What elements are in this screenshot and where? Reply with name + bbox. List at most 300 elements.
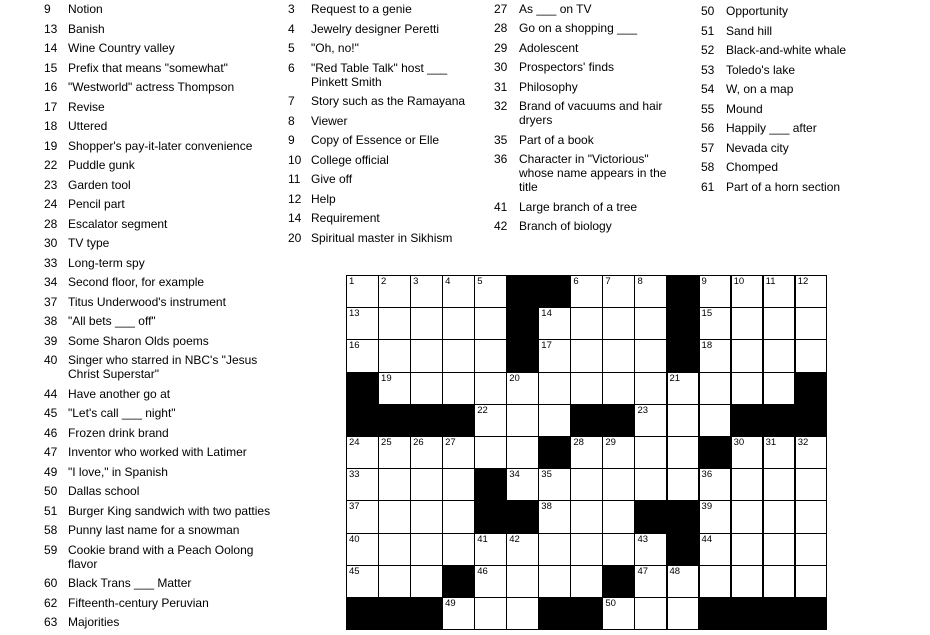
cell-number: 26 [413, 437, 424, 448]
grid-cell[interactable] [570, 275, 603, 308]
cell-number: 22 [477, 404, 488, 416]
cell-number: 31 [765, 437, 777, 448]
clue-text: Happily ___ after [726, 121, 817, 135]
grid-cell[interactable] [506, 468, 539, 501]
down-clues-column-1 [288, 2, 466, 250]
clue-number: 32 [494, 99, 508, 113]
grid-block [667, 533, 700, 566]
clue-text: "All bets ___ off" [68, 314, 156, 328]
clue-item [44, 41, 276, 55]
crossword-grid [346, 275, 827, 627]
grid-cell[interactable] [378, 500, 411, 533]
grid-cell[interactable] [346, 533, 379, 566]
clue-text: W, on a map [726, 82, 794, 96]
cell-number: 27 [445, 437, 456, 448]
grid-cell[interactable] [731, 339, 764, 372]
clue-item [44, 22, 276, 36]
clue-text: Banish [68, 21, 105, 36]
clue-text: Spiritual master in Sikhism [311, 230, 453, 245]
grid-cell[interactable] [795, 533, 828, 566]
clue-text: Adolescent [519, 40, 579, 55]
grid-cell[interactable] [763, 275, 796, 308]
grid-cell[interactable] [378, 307, 411, 340]
cell-number: 30 [733, 437, 745, 448]
grid-cell[interactable] [602, 307, 635, 340]
grid-cell[interactable] [634, 597, 667, 630]
grid-cell[interactable] [795, 275, 828, 308]
clue-text: Black Trans ___ Matter [68, 576, 192, 590]
grid-cell[interactable] [442, 339, 475, 372]
clue-text: Uttered [68, 119, 108, 133]
clue-number: 27 [494, 1, 508, 16]
grid-cell[interactable] [410, 565, 443, 598]
clue-number: 57 [701, 140, 715, 155]
grid-cell[interactable] [506, 533, 539, 566]
clue-item [44, 314, 276, 328]
grid-cell[interactable] [570, 339, 603, 372]
grid-cell[interactable] [474, 339, 507, 372]
grid-cell[interactable] [442, 436, 475, 469]
grid-block [442, 404, 475, 437]
grid-cell[interactable] [346, 500, 379, 533]
grid-cell[interactable] [699, 500, 732, 533]
grid-cell[interactable] [442, 275, 475, 308]
clue-item [44, 197, 276, 211]
clue-text: Shopper's pay-it-later convenience [68, 138, 253, 153]
clue-text: "Let's call ___ night" [68, 406, 176, 420]
grid-block [346, 372, 379, 405]
grid-cell[interactable] [506, 597, 539, 630]
cell-number: 38 [541, 501, 552, 513]
clue-text: "I love," in Spanish [68, 464, 168, 479]
grid-cell[interactable] [795, 565, 828, 598]
clue-number: 35 [494, 132, 508, 147]
clue-text: Prefix that means "somewhat" [68, 60, 228, 75]
clue-text: Singer who starred in NBC's "Jesus Christ Superstar" [68, 353, 258, 381]
cell-number: 3 [413, 276, 419, 287]
grid-cell[interactable] [763, 436, 796, 469]
grid-cell[interactable] [731, 468, 764, 501]
cell-number: 47 [637, 565, 649, 577]
clue-number: 40 [44, 353, 58, 367]
grid-cell[interactable] [442, 307, 475, 340]
grid-cell[interactable] [795, 500, 828, 533]
grid-cell[interactable] [346, 565, 379, 598]
grid-cell[interactable] [602, 339, 635, 372]
grid-cell[interactable] [570, 565, 603, 598]
clue-text: Puddle gunk [68, 158, 135, 172]
grid-block [634, 500, 667, 533]
grid-cell[interactable] [346, 339, 379, 372]
grid-block [378, 597, 411, 630]
grid-cell[interactable] [699, 565, 732, 598]
grid-block [699, 436, 732, 469]
grid-cell[interactable] [602, 372, 635, 405]
grid-cell[interactable] [763, 468, 796, 501]
clue-text: "Red Table Talk" host ___ Pinkett Smith [311, 60, 448, 89]
clue-number: 63 [44, 615, 58, 629]
cell-number: 16 [349, 340, 360, 352]
clue-number: 8 [288, 113, 295, 128]
grid-cell[interactable] [474, 565, 507, 598]
clue-text: Garden tool [68, 177, 131, 192]
grid-cell[interactable] [731, 565, 764, 598]
grid-cell[interactable] [763, 372, 796, 405]
clue-item [44, 615, 276, 629]
grid-cell[interactable] [410, 468, 443, 501]
clue-text: Chomped [726, 160, 779, 174]
grid-cell[interactable] [634, 468, 667, 501]
grid-cell[interactable] [602, 533, 635, 566]
grid-cell[interactable] [795, 468, 828, 501]
grid-cell[interactable] [634, 372, 667, 405]
grid-block [506, 500, 539, 533]
grid-cell[interactable] [731, 533, 764, 566]
clue-item [701, 24, 871, 38]
clue-text: Copy of Essence or Elle [311, 133, 440, 147]
grid-cell[interactable] [538, 307, 571, 340]
grid-cell[interactable] [699, 339, 732, 372]
clue-item [494, 133, 670, 147]
clue-text: College official [311, 152, 389, 167]
clue-number: 51 [44, 503, 58, 518]
clue-text: Prospectors' finds [519, 60, 614, 74]
clue-number: 16 [44, 80, 58, 94]
clue-item [494, 60, 670, 74]
grid-cell[interactable] [634, 436, 667, 469]
grid-cell[interactable] [442, 500, 475, 533]
clue-item [288, 192, 466, 206]
grid-cell[interactable] [634, 339, 667, 372]
grid-cell[interactable] [602, 275, 635, 308]
clue-number: 10 [288, 152, 302, 167]
grid-cell[interactable] [634, 275, 667, 308]
clue-number: 12 [288, 191, 302, 206]
clue-item [701, 141, 871, 155]
grid-cell[interactable] [378, 468, 411, 501]
grid-cell[interactable] [602, 597, 635, 630]
clue-item [494, 152, 670, 194]
clue-text: Give off [311, 172, 353, 186]
clue-item [44, 100, 276, 114]
clue-number: 14 [288, 211, 302, 225]
grid-block [795, 597, 828, 630]
grid-cell[interactable] [506, 404, 539, 437]
grid-cell[interactable] [538, 500, 571, 533]
cell-number: 34 [509, 469, 520, 481]
clue-item [44, 504, 276, 518]
grid-block [538, 436, 571, 469]
grid-cell[interactable] [346, 307, 379, 340]
grid-cell[interactable] [378, 339, 411, 372]
clue-text: Majorities [68, 615, 120, 629]
grid-cell[interactable] [410, 307, 443, 340]
clue-number: 36 [494, 152, 508, 166]
cell-number: 48 [669, 565, 681, 577]
clue-number: 53 [701, 62, 715, 77]
clue-text: Nevada city [726, 140, 789, 155]
cell-number: 18 [701, 340, 713, 352]
grid-cell[interactable] [667, 468, 700, 501]
clue-number: 9 [288, 133, 295, 147]
clue-number: 30 [494, 60, 508, 74]
grid-cell[interactable] [538, 339, 571, 372]
clue-item [288, 153, 466, 167]
grid-cell[interactable] [667, 436, 700, 469]
grid-block [795, 372, 828, 405]
cell-number: 40 [349, 533, 360, 545]
grid-cell[interactable] [634, 307, 667, 340]
grid-cell[interactable] [731, 307, 764, 340]
grid-block [667, 339, 700, 372]
clue-number: 20 [288, 230, 302, 245]
grid-cell[interactable] [410, 372, 443, 405]
down-clues-column-3 [701, 4, 871, 199]
clue-number: 11 [288, 172, 301, 186]
clue-text: Inventor who worked with Latimer [68, 445, 247, 459]
grid-cell[interactable] [474, 372, 507, 405]
clue-number: 17 [44, 99, 58, 114]
grid-cell[interactable] [506, 565, 539, 598]
grid-cell[interactable] [699, 404, 732, 437]
clue-item [288, 41, 466, 55]
grid-cell[interactable] [699, 372, 732, 405]
grid-cell[interactable] [570, 372, 603, 405]
grid-cell[interactable] [602, 436, 635, 469]
grid-cell[interactable] [667, 372, 700, 405]
clue-item [288, 22, 466, 36]
grid-cell[interactable] [699, 533, 732, 566]
clue-number: 31 [494, 79, 508, 94]
grid-cell[interactable] [667, 565, 700, 598]
clue-number: 33 [44, 255, 58, 270]
grid-block [602, 404, 635, 437]
clue-item [44, 334, 276, 348]
clue-item [494, 219, 670, 233]
grid-cell[interactable] [442, 533, 475, 566]
grid-cell[interactable] [538, 468, 571, 501]
grid-cell[interactable] [538, 372, 571, 405]
clue-text: Burger King sandwich with two patties [68, 503, 271, 518]
clue-item [44, 596, 276, 610]
grid-cell[interactable] [763, 533, 796, 566]
clue-text: Second floor, for example [68, 275, 205, 289]
clue-number: 34 [44, 275, 58, 289]
clue-number: 22 [44, 158, 58, 172]
clue-number: 28 [494, 21, 508, 35]
grid-cell[interactable] [763, 565, 796, 598]
grid-cell[interactable] [442, 468, 475, 501]
grid-cell[interactable] [699, 468, 732, 501]
cell-number: 36 [701, 469, 713, 481]
clue-number: 50 [701, 4, 715, 18]
grid-cell[interactable] [570, 436, 603, 469]
grid-cell[interactable] [346, 436, 379, 469]
clue-item [44, 426, 276, 440]
clue-text: Fifteenth-century Peruvian [68, 595, 209, 610]
grid-cell[interactable] [570, 500, 603, 533]
grid-cell[interactable] [634, 533, 667, 566]
grid-cell[interactable] [570, 307, 603, 340]
clue-number: 58 [44, 523, 58, 537]
grid-block [442, 565, 475, 598]
grid-cell[interactable] [602, 468, 635, 501]
grid-cell[interactable] [795, 307, 828, 340]
clue-item [44, 2, 276, 16]
cell-number: 37 [349, 501, 360, 513]
cell-number: 46 [477, 565, 488, 577]
clue-text: "Westworld" actress Thompson [68, 80, 235, 94]
cell-number: 13 [349, 308, 360, 320]
grid-block [538, 275, 571, 308]
clue-item [701, 4, 871, 18]
clue-text: Character in "Victorious" whose name appears in the title [519, 152, 667, 194]
clue-item [288, 133, 466, 147]
grid-block [699, 597, 732, 630]
clue-item [288, 61, 466, 89]
cell-number: 15 [701, 308, 713, 320]
grid-cell[interactable] [506, 372, 539, 405]
clue-text: Toledo's lake [726, 62, 795, 77]
grid-cell[interactable] [410, 339, 443, 372]
grid-cell[interactable] [570, 468, 603, 501]
grid-cell[interactable] [474, 307, 507, 340]
grid-block [346, 404, 379, 437]
grid-cell[interactable] [634, 565, 667, 598]
clue-item [494, 41, 670, 55]
grid-cell[interactable] [699, 307, 732, 340]
clue-item [44, 295, 276, 309]
grid-cell[interactable] [667, 597, 700, 630]
clue-item [494, 21, 670, 35]
grid-cell[interactable] [731, 436, 764, 469]
grid-cell[interactable] [763, 500, 796, 533]
clue-text: Request to a genie [311, 2, 412, 16]
clue-text: Frozen drink brand [68, 425, 169, 440]
grid-cell[interactable] [634, 404, 667, 437]
grid-cell[interactable] [474, 533, 507, 566]
grid-cell[interactable] [474, 404, 507, 437]
cell-number: 5 [477, 276, 483, 287]
clue-text: Pencil part [68, 197, 125, 211]
cell-number: 45 [349, 565, 360, 577]
clue-item [44, 445, 276, 459]
clue-number: 62 [44, 595, 58, 610]
clue-item [44, 256, 276, 270]
clue-text: Mound [726, 101, 763, 116]
clue-text: Punny last name for a snowman [68, 523, 240, 537]
grid-cell[interactable] [795, 436, 828, 469]
grid-cell[interactable] [378, 533, 411, 566]
grid-cell[interactable] [346, 468, 379, 501]
grid-cell[interactable] [538, 565, 571, 598]
cell-number: 14 [541, 308, 552, 320]
grid-cell[interactable] [667, 404, 700, 437]
grid-cell[interactable] [442, 597, 475, 630]
grid-cell[interactable] [474, 597, 507, 630]
clue-number: 51 [701, 23, 715, 38]
grid-cell[interactable] [763, 339, 796, 372]
clue-number: 47 [44, 445, 58, 459]
grid-cell[interactable] [795, 339, 828, 372]
cell-number: 41 [477, 533, 488, 545]
grid-cell[interactable] [378, 275, 411, 308]
clue-item [44, 484, 276, 498]
grid-cell[interactable] [410, 436, 443, 469]
grid-cell[interactable] [506, 436, 539, 469]
clue-number: 42 [494, 219, 508, 233]
clue-number: 18 [44, 119, 58, 133]
clue-item [44, 465, 276, 479]
grid-cell[interactable] [378, 565, 411, 598]
grid-cell[interactable] [442, 372, 475, 405]
clue-number: 13 [44, 21, 58, 36]
cell-number: 50 [605, 598, 616, 609]
cell-number: 35 [541, 469, 552, 481]
clue-number: 54 [701, 82, 715, 96]
grid-cell[interactable] [410, 275, 443, 308]
grid-block [506, 339, 539, 372]
clue-number: 9 [44, 2, 51, 16]
clue-item [44, 576, 276, 590]
grid-cell[interactable] [538, 404, 571, 437]
grid-cell[interactable] [410, 533, 443, 566]
cell-number: 42 [509, 533, 520, 545]
clue-number: 24 [44, 197, 58, 211]
grid-cell[interactable] [346, 275, 379, 308]
grid-cell[interactable] [731, 500, 764, 533]
grid-block [570, 597, 603, 630]
grid-cell[interactable] [378, 436, 411, 469]
grid-block [731, 597, 764, 630]
cell-number: 32 [797, 437, 809, 448]
clue-item [44, 387, 276, 401]
grid-cell[interactable] [570, 533, 603, 566]
clue-item [494, 200, 670, 214]
clue-text: Story such as the Ramayana [311, 94, 466, 108]
grid-cell[interactable] [763, 307, 796, 340]
grid-cell[interactable] [538, 533, 571, 566]
clue-text: Jewelry designer Peretti [311, 21, 440, 36]
clue-text: Viewer [311, 113, 348, 128]
clue-item [44, 217, 276, 231]
grid-cell[interactable] [378, 372, 411, 405]
clue-item [701, 121, 871, 135]
clue-number: 41 [494, 199, 508, 214]
clue-item [44, 80, 276, 94]
cell-number: 39 [701, 501, 713, 513]
grid-cell[interactable] [474, 275, 507, 308]
cell-number: 28 [573, 437, 584, 448]
cell-number: 11 [765, 276, 776, 287]
cell-number: 1 [349, 276, 355, 287]
grid-cell[interactable] [474, 436, 507, 469]
clue-item [701, 160, 871, 174]
cell-number: 29 [605, 437, 616, 448]
clue-item [44, 543, 276, 571]
down-clues-column-2 [494, 0, 670, 239]
clue-number: 4 [288, 21, 295, 36]
cell-number: 19 [381, 372, 392, 384]
clue-number: 38 [44, 314, 58, 328]
grid-cell[interactable] [699, 275, 732, 308]
grid-block [378, 404, 411, 437]
grid-block [570, 404, 603, 437]
grid-cell[interactable] [731, 372, 764, 405]
grid-cell[interactable] [602, 500, 635, 533]
grid-cell[interactable] [410, 500, 443, 533]
grid-cell[interactable] [731, 275, 764, 308]
